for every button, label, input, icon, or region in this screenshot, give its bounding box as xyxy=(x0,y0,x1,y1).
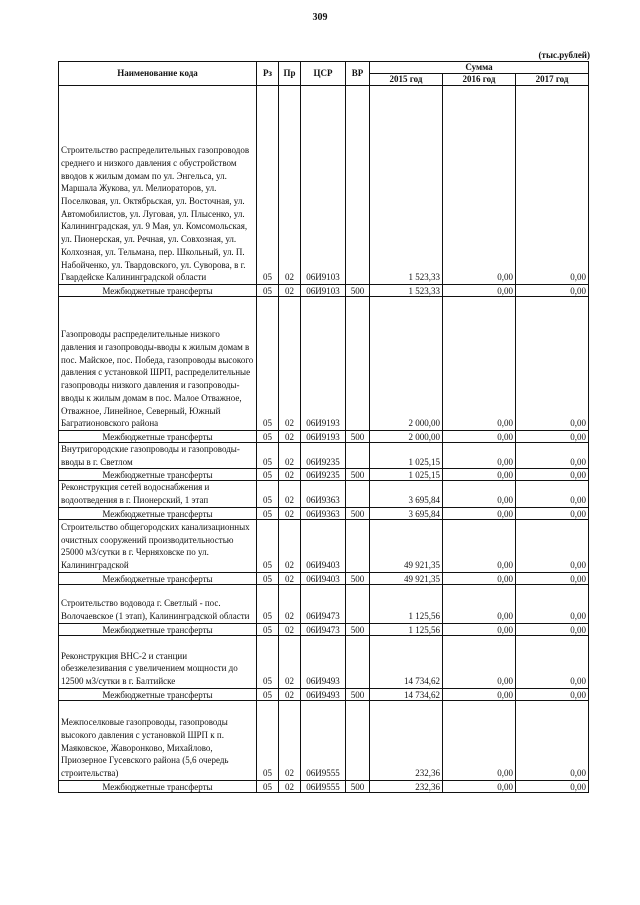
item-row xyxy=(59,700,589,780)
row-csr: 06И9235 xyxy=(301,469,346,481)
row-csr: 06И9403 xyxy=(301,572,346,584)
row-rz: 05 xyxy=(257,688,279,700)
row-rz: 05 xyxy=(257,285,279,297)
transfer-row xyxy=(59,572,589,584)
row-2016: 0,00 xyxy=(443,700,516,780)
row-rz: 05 xyxy=(257,780,279,792)
row-vr: 500 xyxy=(346,623,370,635)
transfer-row xyxy=(59,431,589,443)
row-vr: 500 xyxy=(346,507,370,519)
row-name: Строительство распределительных газопроводов среднего и низкого давления с обустройством вводов к жилым домам по ул. Энгельса, ул. Маршала Жукова, ул. Мелиораторов, ул. Поселковая, ул. Октябрьская, ул. Восточная, ул. Автомобилистов, ул. Луговая, ул. Плысенко, ул. Калининградская, ул. 9 Мая, ул. Комсомольская, ул. Пионерская, ул. Речная, ул. Совхозная, ул. Колхозная, ул. Тельмана, пер. Школьный, ул. П. Набойченко, ул. Твардовского, ул. Суворова, в г. Гвардейске Калининградской области xyxy=(59,86,257,285)
row-name: Межбюджетные трансферты xyxy=(59,431,257,443)
item-row xyxy=(59,297,589,431)
row-2017: 0,00 xyxy=(516,623,589,635)
row-rz: 05 xyxy=(257,519,279,572)
header-2017: 2017 год xyxy=(516,74,589,86)
transfer-row xyxy=(59,688,589,700)
row-2015: 14 734,62 xyxy=(370,688,443,700)
row-pr: 02 xyxy=(279,688,301,700)
row-vr: 500 xyxy=(346,572,370,584)
row-csr: 06И9363 xyxy=(301,507,346,519)
row-rz: 05 xyxy=(257,623,279,635)
row-2015: 1 125,56 xyxy=(370,623,443,635)
row-2017: 0,00 xyxy=(516,688,589,700)
row-pr: 02 xyxy=(279,297,301,431)
row-vr xyxy=(346,86,370,285)
row-vr xyxy=(346,635,370,688)
row-rz: 05 xyxy=(257,431,279,443)
row-2015: 49 921,35 xyxy=(370,519,443,572)
header-csr: ЦСР xyxy=(301,62,346,86)
row-2017: 0,00 xyxy=(516,635,589,688)
row-csr: 06И9403 xyxy=(301,519,346,572)
header-pr: Пр xyxy=(279,62,301,86)
header-sum: Сумма xyxy=(370,62,589,74)
row-pr: 02 xyxy=(279,86,301,285)
row-2017: 0,00 xyxy=(516,469,589,481)
row-vr xyxy=(346,519,370,572)
row-2015: 1 025,15 xyxy=(370,469,443,481)
item-row xyxy=(59,584,589,623)
row-csr: 06И9235 xyxy=(301,443,346,469)
row-rz: 05 xyxy=(257,584,279,623)
row-csr: 06И9473 xyxy=(301,623,346,635)
row-2017: 0,00 xyxy=(516,780,589,792)
row-pr: 02 xyxy=(279,431,301,443)
row-2016: 0,00 xyxy=(443,519,516,572)
row-csr: 06И9493 xyxy=(301,635,346,688)
row-2017: 0,00 xyxy=(516,481,589,507)
budget-table xyxy=(58,61,589,793)
row-name: Строительство водовода г. Светлый - пос. Волочаевское (1 этап), Калининградской области xyxy=(59,584,257,623)
row-2016: 0,00 xyxy=(443,285,516,297)
row-2016: 0,00 xyxy=(443,507,516,519)
row-pr: 02 xyxy=(279,700,301,780)
row-2015: 1 025,15 xyxy=(370,443,443,469)
row-2015: 232,36 xyxy=(370,700,443,780)
row-vr xyxy=(346,443,370,469)
row-csr: 06И9363 xyxy=(301,481,346,507)
row-2016: 0,00 xyxy=(443,572,516,584)
row-vr: 500 xyxy=(346,285,370,297)
row-name: Межбюджетные трансферты xyxy=(59,780,257,792)
row-2016: 0,00 xyxy=(443,584,516,623)
row-2017: 0,00 xyxy=(516,507,589,519)
row-name: Реконструкция сетей водоснабжения и водоотведения в г. Пионерский, 1 этап xyxy=(59,481,257,507)
row-2015: 1 523,33 xyxy=(370,86,443,285)
row-rz: 05 xyxy=(257,297,279,431)
row-2017: 0,00 xyxy=(516,572,589,584)
transfer-row xyxy=(59,623,589,635)
row-2016: 0,00 xyxy=(443,443,516,469)
row-name: Строительство общегородских канализационных очистных сооружений производительностью 25000 м3/сутки в г. Черняховске по ул. Калининградской xyxy=(59,519,257,572)
row-name: Реконструкция ВНС-2 и станции обезжелезивания с увеличением мощности до 12500 м3/сутки в г. Балтийске xyxy=(59,635,257,688)
row-vr xyxy=(346,297,370,431)
header-name: Наименование кода xyxy=(59,62,257,86)
row-csr: 06И9493 xyxy=(301,688,346,700)
row-2017: 0,00 xyxy=(516,700,589,780)
row-name: Внутригородские газопроводы и газопроводы-вводы в г. Светлом xyxy=(59,443,257,469)
row-rz: 05 xyxy=(257,507,279,519)
row-2016: 0,00 xyxy=(443,481,516,507)
header-rz: Рз xyxy=(257,62,279,86)
row-name: Межбюджетные трансферты xyxy=(59,469,257,481)
transfer-row xyxy=(59,469,589,481)
row-csr: 06И9103 xyxy=(301,285,346,297)
row-vr xyxy=(346,481,370,507)
row-csr: 06И9103 xyxy=(301,86,346,285)
row-2015: 2 000,00 xyxy=(370,297,443,431)
item-row xyxy=(59,86,589,285)
row-vr xyxy=(346,584,370,623)
row-rz: 05 xyxy=(257,635,279,688)
row-pr: 02 xyxy=(279,285,301,297)
row-2015: 3 695,84 xyxy=(370,481,443,507)
row-name: Газопроводы распределительные низкого давления и газопроводы-вводы к жилым домам в пос. Майское, пос. Победа, газопроводы высокого давления с установкой ШРП, распределительные газопроводы низкого давления и газопроводы-вводы к жилым домам в пос. Малое Отважное, Отважное, Линейное, Северный, Южный Багратионовского района xyxy=(59,297,257,431)
transfer-row xyxy=(59,780,589,792)
row-2016: 0,00 xyxy=(443,635,516,688)
row-name: Межбюджетные трансферты xyxy=(59,572,257,584)
row-2016: 0,00 xyxy=(443,623,516,635)
row-2015: 1 125,56 xyxy=(370,584,443,623)
row-pr: 02 xyxy=(279,623,301,635)
row-csr: 06И9193 xyxy=(301,297,346,431)
row-vr: 500 xyxy=(346,431,370,443)
header-2016: 2016 год xyxy=(443,74,516,86)
row-2017: 0,00 xyxy=(516,285,589,297)
row-name: Межбюджетные трансферты xyxy=(59,507,257,519)
row-2017: 0,00 xyxy=(516,443,589,469)
row-pr: 02 xyxy=(279,507,301,519)
row-pr: 02 xyxy=(279,635,301,688)
units-label: (тыс.рублей) xyxy=(538,50,590,60)
row-name: Межбюджетные трансферты xyxy=(59,623,257,635)
row-rz: 05 xyxy=(257,443,279,469)
header-vr: ВР xyxy=(346,62,370,86)
row-rz: 05 xyxy=(257,481,279,507)
row-rz: 05 xyxy=(257,572,279,584)
row-2015: 2 000,00 xyxy=(370,431,443,443)
row-name: Межпоселковые газопроводы, газопроводы высокого давления с установкой ШРП к п. Маяковское, Жаворонково, Михайлово, Приозерное Гусевского района (5,6 очередь строительства) xyxy=(59,700,257,780)
row-name: Межбюджетные трансферты xyxy=(59,688,257,700)
row-pr: 02 xyxy=(279,780,301,792)
row-2017: 0,00 xyxy=(516,519,589,572)
row-pr: 02 xyxy=(279,443,301,469)
row-vr: 500 xyxy=(346,688,370,700)
row-pr: 02 xyxy=(279,584,301,623)
row-pr: 02 xyxy=(279,481,301,507)
row-2016: 0,00 xyxy=(443,86,516,285)
row-pr: 02 xyxy=(279,519,301,572)
row-rz: 05 xyxy=(257,469,279,481)
item-row xyxy=(59,481,589,507)
item-row xyxy=(59,443,589,469)
transfer-row xyxy=(59,285,589,297)
row-2015: 232,36 xyxy=(370,780,443,792)
row-2017: 0,00 xyxy=(516,431,589,443)
row-pr: 02 xyxy=(279,572,301,584)
row-2015: 49 921,35 xyxy=(370,572,443,584)
row-name: Межбюджетные трансферты xyxy=(59,285,257,297)
item-row xyxy=(59,635,589,688)
header-2015: 2015 год xyxy=(370,74,443,86)
row-csr: 06И9473 xyxy=(301,584,346,623)
row-2016: 0,00 xyxy=(443,469,516,481)
row-vr: 500 xyxy=(346,469,370,481)
row-2015: 14 734,62 xyxy=(370,635,443,688)
transfer-row xyxy=(59,507,589,519)
row-2017: 0,00 xyxy=(516,86,589,285)
row-2017: 0,00 xyxy=(516,584,589,623)
row-csr: 06И9555 xyxy=(301,780,346,792)
row-2017: 0,00 xyxy=(516,297,589,431)
row-2016: 0,00 xyxy=(443,297,516,431)
row-2015: 1 523,33 xyxy=(370,285,443,297)
row-2015: 3 695,84 xyxy=(370,507,443,519)
row-pr: 02 xyxy=(279,469,301,481)
page-number: 309 xyxy=(312,12,328,23)
row-rz: 05 xyxy=(257,86,279,285)
row-csr: 06И9555 xyxy=(301,700,346,780)
row-csr: 06И9193 xyxy=(301,431,346,443)
row-rz: 05 xyxy=(257,700,279,780)
table-body xyxy=(59,86,589,793)
row-vr xyxy=(346,700,370,780)
row-2016: 0,00 xyxy=(443,780,516,792)
row-2016: 0,00 xyxy=(443,431,516,443)
item-row xyxy=(59,519,589,572)
row-2016: 0,00 xyxy=(443,688,516,700)
row-vr: 500 xyxy=(346,780,370,792)
